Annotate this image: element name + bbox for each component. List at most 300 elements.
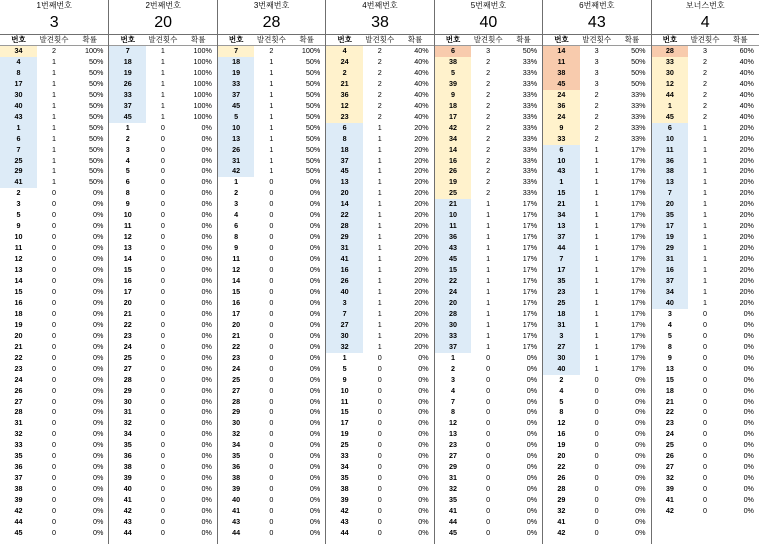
number-cell[interactable]: 30 [218, 418, 255, 429]
probability-cell[interactable]: 50% [89, 89, 104, 99]
probability-cell[interactable]: 17% [631, 155, 646, 165]
count-cell[interactable]: 2 [486, 166, 491, 176]
number-cell[interactable]: 23 [652, 418, 689, 429]
count-cell[interactable]: 0 [52, 495, 56, 505]
number-cell[interactable]: 15 [435, 265, 472, 276]
count-cell[interactable]: 1 [486, 308, 491, 318]
number-cell[interactable]: 10 [218, 123, 255, 134]
number-cell[interactable]: 24 [435, 287, 472, 298]
probability-cell[interactable]: 20% [414, 319, 429, 329]
table-row[interactable] [652, 254, 759, 265]
probability-cell[interactable]: 0% [635, 484, 646, 494]
number-cell[interactable]: 27 [218, 386, 255, 397]
number-cell[interactable]: 40 [218, 495, 255, 506]
number-cell[interactable]: 4 [543, 386, 580, 397]
probability-cell[interactable]: 20% [739, 133, 754, 143]
number-cell[interactable]: 21 [0, 342, 37, 353]
table-row[interactable] [435, 134, 542, 145]
number-cell[interactable]: 8 [326, 134, 363, 145]
number-cell[interactable]: 12 [218, 265, 255, 276]
count-cell[interactable]: 2 [703, 111, 707, 121]
probability-cell[interactable]: 17% [631, 363, 646, 373]
count-cell[interactable]: 0 [703, 451, 707, 461]
probability-cell[interactable]: 20% [414, 122, 429, 132]
table-row[interactable] [326, 517, 433, 528]
number-cell[interactable]: 31 [218, 156, 255, 167]
table-row[interactable] [0, 484, 108, 495]
count-cell[interactable]: 1 [486, 265, 491, 275]
count-cell[interactable]: 1 [703, 133, 707, 143]
count-cell[interactable]: 0 [160, 374, 165, 384]
probability-cell[interactable]: 33% [522, 133, 538, 143]
table-row[interactable] [0, 506, 108, 517]
probability-cell[interactable]: 0% [201, 210, 212, 220]
count-cell[interactable]: 0 [594, 429, 599, 439]
table-row[interactable] [326, 243, 433, 254]
count-cell[interactable]: 2 [486, 188, 491, 198]
probability-cell[interactable]: 0% [201, 199, 212, 209]
number-cell[interactable]: 9 [326, 375, 363, 386]
count-cell[interactable]: 1 [377, 232, 382, 242]
number-cell[interactable]: 29 [326, 232, 363, 243]
count-cell[interactable]: 0 [377, 374, 382, 384]
count-cell[interactable]: 0 [52, 232, 56, 242]
table-row[interactable] [435, 221, 542, 232]
table-row[interactable] [218, 484, 325, 495]
count-cell[interactable]: 0 [594, 516, 599, 526]
number-cell[interactable]: 16 [652, 265, 689, 276]
probability-cell[interactable]: 17% [522, 210, 538, 220]
number-cell[interactable]: 18 [218, 57, 255, 68]
count-cell[interactable]: 0 [52, 473, 56, 483]
probability-cell[interactable]: 0% [309, 363, 321, 373]
number-cell[interactable]: 30 [326, 331, 363, 342]
probability-cell[interactable]: 0% [93, 254, 104, 264]
count-cell[interactable]: 0 [269, 418, 274, 428]
table-row[interactable] [326, 309, 433, 320]
probability-cell[interactable]: 100% [193, 56, 212, 66]
probability-cell[interactable]: 33% [522, 56, 538, 66]
count-cell[interactable]: 0 [377, 429, 382, 439]
table-row[interactable] [0, 287, 108, 298]
table-row[interactable] [0, 145, 108, 156]
count-cell[interactable]: 0 [269, 451, 274, 461]
table-row[interactable] [218, 166, 325, 177]
table-row[interactable] [652, 397, 759, 408]
probability-cell[interactable]: 17% [631, 286, 646, 296]
number-cell[interactable]: 11 [218, 254, 255, 265]
table-row[interactable] [109, 506, 216, 517]
number-cell[interactable]: 21 [652, 397, 689, 408]
probability-cell[interactable]: 20% [739, 122, 754, 132]
probability-cell[interactable]: 20% [414, 166, 429, 176]
probability-cell[interactable]: 20% [739, 221, 754, 231]
number-cell[interactable]: 15 [543, 188, 580, 199]
number-cell[interactable]: 1 [326, 353, 363, 364]
number-cell[interactable]: 44 [109, 528, 146, 539]
count-cell[interactable]: 1 [377, 297, 382, 307]
probability-cell[interactable]: 0% [201, 177, 212, 187]
probability-cell[interactable]: 17% [522, 232, 538, 242]
table-row[interactable] [109, 90, 216, 101]
probability-cell[interactable]: 50% [305, 78, 321, 88]
number-cell[interactable]: 20 [652, 199, 689, 210]
count-cell[interactable]: 1 [486, 330, 491, 340]
number-cell[interactable]: 36 [652, 156, 689, 167]
probability-cell[interactable]: 0% [309, 243, 321, 253]
probability-cell[interactable]: 20% [414, 155, 429, 165]
number-cell[interactable]: 17 [543, 265, 580, 276]
probability-cell[interactable]: 0% [309, 308, 321, 318]
number-cell[interactable]: 16 [326, 265, 363, 276]
table-row[interactable] [218, 46, 325, 57]
table-row[interactable] [543, 210, 650, 221]
count-cell[interactable]: 1 [703, 254, 707, 264]
probability-cell[interactable]: 20% [414, 286, 429, 296]
probability-cell[interactable]: 20% [739, 199, 754, 209]
table-row[interactable] [543, 232, 650, 243]
count-cell[interactable]: 0 [52, 462, 56, 472]
count-cell[interactable]: 1 [486, 221, 491, 231]
table-row[interactable] [0, 232, 108, 243]
count-cell[interactable]: 1 [377, 122, 382, 132]
number-cell[interactable]: 20 [326, 188, 363, 199]
probability-cell[interactable]: 40% [414, 67, 429, 77]
probability-cell[interactable]: 0% [526, 396, 538, 406]
count-cell[interactable]: 2 [52, 46, 56, 55]
count-cell[interactable]: 0 [486, 363, 491, 373]
number-cell[interactable]: 2 [109, 134, 146, 145]
number-cell[interactable]: 44 [435, 517, 472, 528]
count-cell[interactable]: 0 [160, 440, 165, 450]
probability-cell[interactable]: 0% [418, 352, 429, 362]
probability-cell[interactable]: 60% [739, 46, 754, 55]
table-row[interactable] [109, 199, 216, 210]
number-cell[interactable]: 16 [435, 156, 472, 167]
number-cell[interactable]: 13 [652, 177, 689, 188]
probability-cell[interactable]: 17% [631, 297, 646, 307]
probability-cell[interactable]: 33% [631, 122, 646, 132]
number-cell[interactable]: 23 [543, 287, 580, 298]
table-row[interactable] [326, 145, 433, 156]
table-row[interactable] [0, 473, 108, 484]
table-row[interactable] [0, 407, 108, 418]
probability-cell[interactable]: 0% [93, 385, 104, 395]
count-cell[interactable]: 1 [52, 78, 56, 88]
count-cell[interactable]: 0 [703, 330, 707, 340]
number-cell[interactable]: 23 [109, 331, 146, 342]
probability-cell[interactable]: 0% [201, 385, 212, 395]
probability-cell[interactable]: 0% [93, 363, 104, 373]
probability-cell[interactable]: 50% [305, 122, 321, 132]
probability-cell[interactable]: 50% [305, 56, 321, 66]
probability-cell[interactable]: 0% [201, 286, 212, 296]
probability-cell[interactable]: 0% [93, 407, 104, 417]
probability-cell[interactable]: 20% [739, 144, 754, 154]
probability-cell[interactable]: 0% [635, 396, 646, 406]
probability-cell[interactable]: 20% [739, 297, 754, 307]
probability-cell[interactable]: 0% [526, 407, 538, 417]
probability-cell[interactable]: 0% [201, 188, 212, 198]
number-cell[interactable]: 20 [0, 331, 37, 342]
probability-cell[interactable]: 0% [201, 308, 212, 318]
count-cell[interactable]: 0 [703, 473, 707, 483]
count-cell[interactable]: 1 [703, 166, 707, 176]
number-cell[interactable]: 25 [652, 440, 689, 451]
number-cell[interactable]: 29 [652, 243, 689, 254]
count-cell[interactable]: 0 [703, 418, 707, 428]
count-cell[interactable]: 0 [52, 286, 56, 296]
number-cell[interactable]: 7 [652, 188, 689, 199]
number-cell[interactable]: 40 [652, 298, 689, 309]
probability-cell[interactable]: 50% [89, 78, 104, 88]
count-cell[interactable]: 1 [594, 286, 599, 296]
table-row[interactable] [435, 309, 542, 320]
table-row[interactable] [652, 145, 759, 156]
count-cell[interactable]: 2 [486, 111, 491, 121]
probability-cell[interactable]: 50% [89, 122, 104, 132]
count-cell[interactable]: 0 [377, 385, 382, 395]
probability-cell[interactable]: 40% [414, 100, 429, 110]
table-row[interactable] [109, 397, 216, 408]
number-cell[interactable]: 4 [0, 57, 37, 68]
count-cell[interactable]: 1 [486, 341, 491, 351]
number-cell[interactable]: 36 [0, 462, 37, 473]
probability-cell[interactable]: 0% [201, 133, 212, 143]
table-row[interactable] [435, 484, 542, 495]
table-row[interactable] [0, 298, 108, 309]
count-cell[interactable]: 0 [269, 385, 274, 395]
table-row[interactable] [109, 177, 216, 188]
probability-cell[interactable]: 33% [522, 166, 538, 176]
table-row[interactable] [109, 375, 216, 386]
table-row[interactable] [326, 221, 433, 232]
number-cell[interactable]: 45 [0, 528, 37, 539]
probability-cell[interactable]: 0% [309, 177, 321, 187]
table-row[interactable] [435, 166, 542, 177]
number-cell[interactable]: 3 [109, 145, 146, 156]
table-row[interactable] [218, 364, 325, 375]
table-row[interactable] [652, 495, 759, 506]
probability-cell[interactable]: 0% [201, 276, 212, 286]
count-cell[interactable]: 1 [52, 111, 56, 121]
count-cell[interactable]: 0 [269, 440, 274, 450]
probability-cell[interactable]: 0% [743, 374, 754, 384]
number-cell[interactable]: 43 [109, 517, 146, 528]
count-cell[interactable]: 0 [269, 495, 274, 505]
count-cell[interactable]: 1 [160, 78, 165, 88]
table-row[interactable] [435, 177, 542, 188]
number-cell[interactable]: 5 [652, 331, 689, 342]
count-cell[interactable]: 0 [52, 199, 56, 209]
count-cell[interactable]: 0 [486, 495, 491, 505]
count-cell[interactable]: 2 [486, 155, 491, 165]
table-row[interactable] [0, 112, 108, 123]
count-cell[interactable]: 1 [703, 155, 707, 165]
table-row[interactable] [543, 484, 650, 495]
count-cell[interactable]: 0 [377, 495, 382, 505]
number-cell[interactable]: 12 [543, 418, 580, 429]
number-cell[interactable]: 19 [0, 320, 37, 331]
count-cell[interactable]: 1 [594, 144, 599, 154]
table-row[interactable] [218, 462, 325, 473]
table-row[interactable] [543, 407, 650, 418]
count-cell[interactable]: 0 [269, 352, 274, 362]
count-cell[interactable]: 2 [594, 111, 599, 121]
probability-cell[interactable]: 50% [305, 144, 321, 154]
table-row[interactable] [326, 68, 433, 79]
probability-cell[interactable]: 0% [93, 429, 104, 439]
number-cell[interactable]: 36 [543, 101, 580, 112]
probability-cell[interactable]: 50% [305, 89, 321, 99]
count-cell[interactable]: 0 [486, 418, 491, 428]
table-row[interactable] [0, 320, 108, 331]
number-cell[interactable]: 32 [652, 473, 689, 484]
number-cell[interactable]: 39 [326, 495, 363, 506]
count-cell[interactable]: 0 [594, 451, 599, 461]
number-cell[interactable]: 9 [218, 243, 255, 254]
probability-cell[interactable]: 17% [522, 297, 538, 307]
number-cell[interactable]: 41 [218, 506, 255, 517]
number-cell[interactable]: 41 [435, 506, 472, 517]
count-cell[interactable]: 0 [703, 341, 707, 351]
table-row[interactable] [218, 101, 325, 112]
number-cell[interactable]: 43 [543, 166, 580, 177]
number-cell[interactable]: 11 [543, 57, 580, 68]
count-cell[interactable]: 1 [486, 254, 491, 264]
table-row[interactable] [218, 309, 325, 320]
number-cell[interactable]: 33 [109, 90, 146, 101]
count-cell[interactable]: 2 [486, 177, 491, 187]
number-cell[interactable]: 22 [435, 276, 472, 287]
count-cell[interactable]: 1 [594, 199, 599, 209]
table-row[interactable] [543, 528, 650, 539]
number-cell[interactable]: 15 [218, 287, 255, 298]
probability-cell[interactable]: 0% [743, 341, 754, 351]
table-row[interactable] [0, 243, 108, 254]
count-cell[interactable]: 1 [52, 56, 56, 66]
probability-cell[interactable]: 17% [631, 199, 646, 209]
table-row[interactable] [543, 298, 650, 309]
number-cell[interactable]: 39 [652, 484, 689, 495]
table-row[interactable] [435, 101, 542, 112]
table-row[interactable] [0, 199, 108, 210]
count-cell[interactable]: 1 [377, 177, 382, 187]
probability-cell[interactable]: 0% [93, 243, 104, 253]
probability-cell[interactable]: 17% [522, 308, 538, 318]
table-row[interactable] [326, 495, 433, 506]
number-cell[interactable]: 37 [326, 156, 363, 167]
probability-cell[interactable]: 0% [526, 462, 538, 472]
probability-cell[interactable]: 17% [631, 144, 646, 154]
count-cell[interactable]: 2 [594, 100, 599, 110]
table-row[interactable] [0, 342, 108, 353]
table-row[interactable] [652, 407, 759, 418]
count-cell[interactable]: 2 [377, 100, 382, 110]
table-row[interactable] [652, 298, 759, 309]
probability-cell[interactable]: 0% [93, 286, 104, 296]
count-cell[interactable]: 1 [269, 122, 274, 132]
table-row[interactable] [652, 156, 759, 167]
probability-cell[interactable]: 0% [635, 429, 646, 439]
probability-cell[interactable]: 0% [201, 243, 212, 253]
number-cell[interactable]: 2 [435, 364, 472, 375]
number-cell[interactable]: 32 [109, 418, 146, 429]
table-row[interactable] [109, 495, 216, 506]
table-row[interactable] [435, 495, 542, 506]
table-row[interactable] [652, 287, 759, 298]
table-row[interactable] [326, 90, 433, 101]
number-cell[interactable]: 34 [218, 440, 255, 451]
table-row[interactable] [218, 90, 325, 101]
number-cell[interactable]: 13 [652, 364, 689, 375]
count-cell[interactable]: 0 [160, 297, 165, 307]
number-cell[interactable]: 23 [326, 112, 363, 123]
count-cell[interactable]: 1 [377, 133, 382, 143]
count-cell[interactable]: 0 [269, 363, 274, 373]
table-row[interactable] [543, 331, 650, 342]
probability-cell[interactable]: 0% [418, 374, 429, 384]
number-cell[interactable]: 38 [435, 57, 472, 68]
table-row[interactable] [652, 484, 759, 495]
count-cell[interactable]: 0 [269, 221, 274, 231]
number-cell[interactable]: 28 [435, 309, 472, 320]
number-cell[interactable]: 35 [109, 440, 146, 451]
number-cell[interactable]: 3 [326, 298, 363, 309]
probability-cell[interactable]: 20% [414, 254, 429, 264]
count-cell[interactable]: 0 [160, 527, 165, 537]
probability-cell[interactable]: 0% [201, 166, 212, 176]
probability-cell[interactable]: 0% [93, 330, 104, 340]
number-cell[interactable]: 17 [0, 79, 37, 90]
count-cell[interactable]: 0 [377, 484, 382, 494]
probability-cell[interactable]: 50% [631, 67, 646, 77]
table-row[interactable] [109, 353, 216, 364]
probability-cell[interactable]: 0% [201, 396, 212, 406]
table-row[interactable] [218, 177, 325, 188]
count-cell[interactable]: 1 [594, 297, 599, 307]
table-row[interactable] [652, 243, 759, 254]
probability-cell[interactable]: 33% [522, 188, 538, 198]
probability-cell[interactable]: 0% [309, 516, 321, 526]
number-cell[interactable]: 29 [0, 166, 37, 177]
probability-cell[interactable]: 0% [309, 330, 321, 340]
table-row[interactable] [543, 79, 650, 90]
number-cell[interactable]: 4 [435, 386, 472, 397]
number-cell[interactable]: 6 [652, 123, 689, 134]
probability-cell[interactable]: 20% [414, 199, 429, 209]
number-cell[interactable]: 18 [326, 145, 363, 156]
number-cell[interactable]: 24 [0, 375, 37, 386]
number-cell[interactable]: 41 [0, 177, 37, 188]
count-cell[interactable]: 1 [703, 276, 707, 286]
count-cell[interactable]: 2 [703, 89, 707, 99]
count-cell[interactable]: 2 [377, 46, 382, 55]
table-row[interactable] [218, 342, 325, 353]
probability-cell[interactable]: 0% [309, 276, 321, 286]
table-row[interactable] [652, 90, 759, 101]
table-row[interactable] [435, 90, 542, 101]
number-cell[interactable]: 30 [109, 397, 146, 408]
number-cell[interactable]: 37 [0, 473, 37, 484]
count-cell[interactable]: 0 [160, 516, 165, 526]
number-cell[interactable]: 10 [652, 134, 689, 145]
probability-cell[interactable]: 40% [739, 89, 754, 99]
table-row[interactable] [0, 90, 108, 101]
count-cell[interactable]: 0 [160, 484, 165, 494]
count-cell[interactable]: 1 [160, 46, 165, 55]
table-row[interactable] [652, 134, 759, 145]
